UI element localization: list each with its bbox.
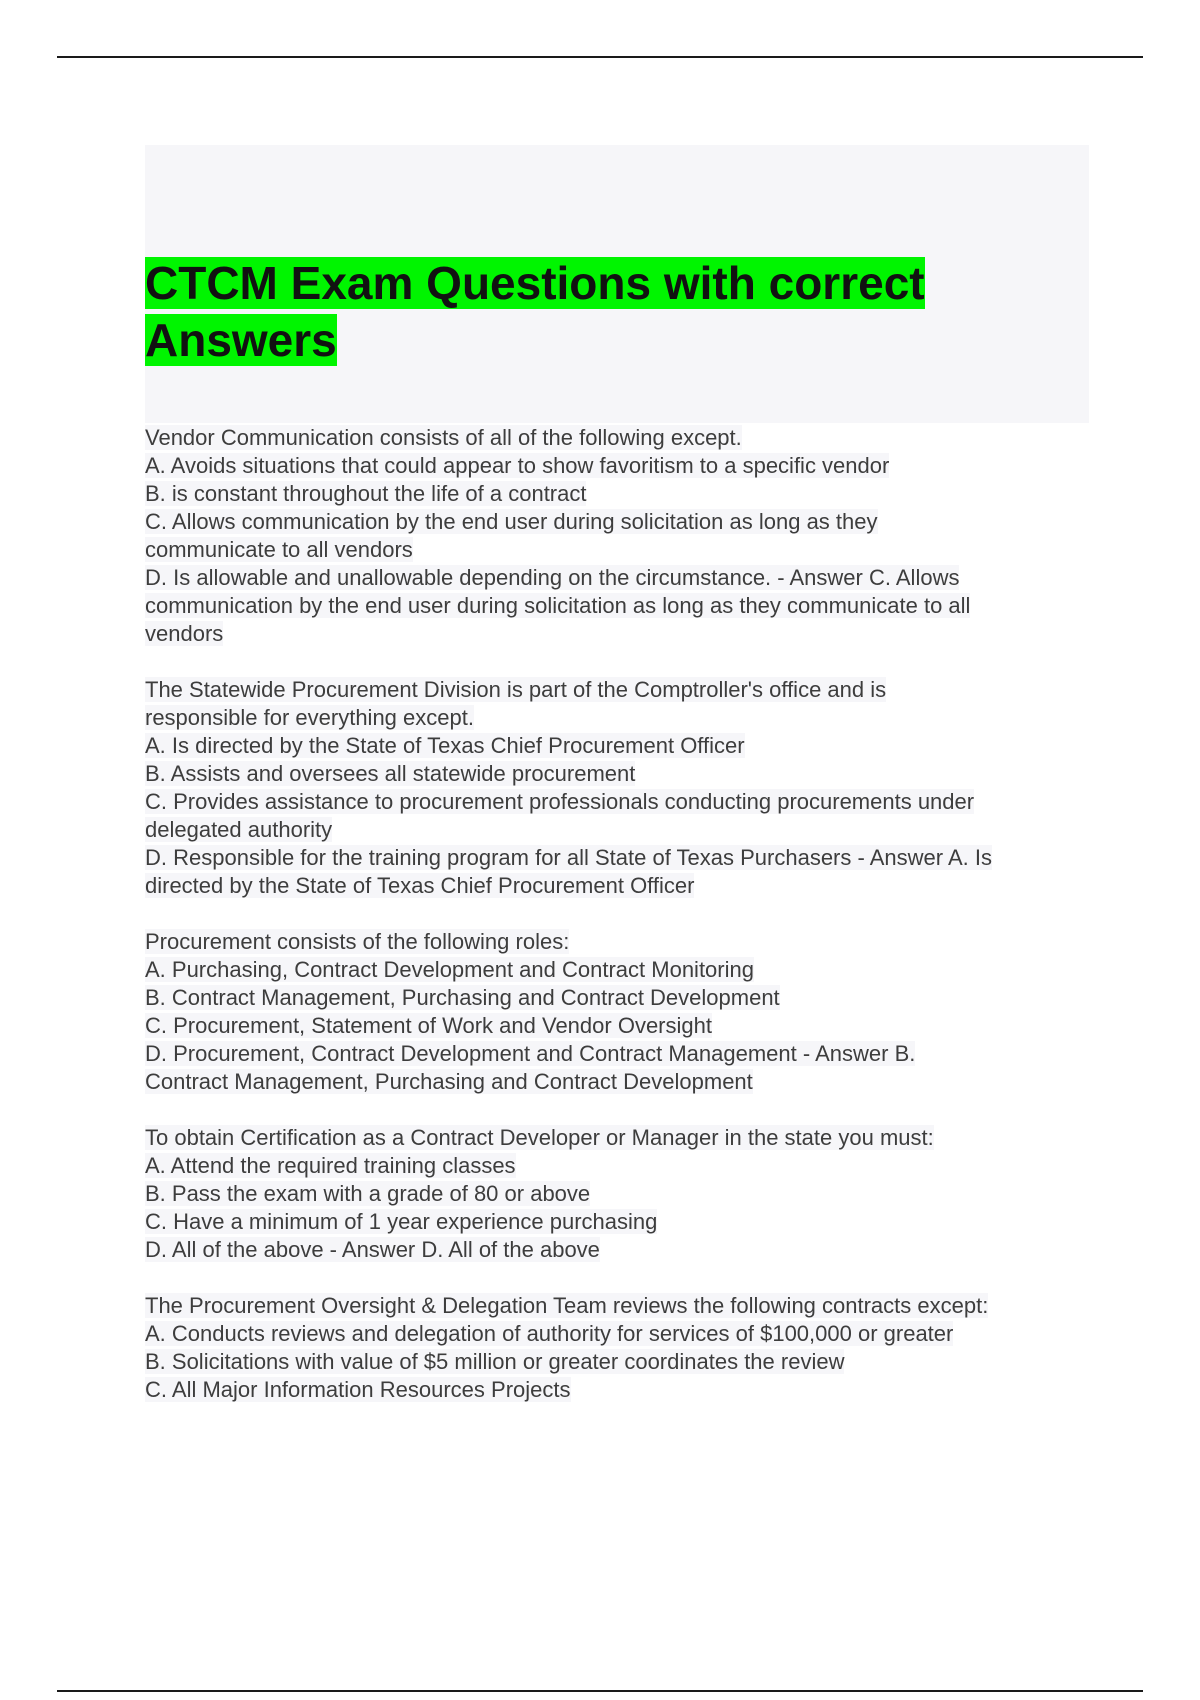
text-line: B. is constant throughout the life of a contract	[145, 481, 587, 506]
text-line: A. Conducts reviews and delegation of authority for services of $100,000 or greater	[145, 1321, 954, 1346]
text-line: D. Procurement, Contract Development and Contract Management - Answer B.	[145, 1041, 916, 1066]
text-line: B. Contract Management, Purchasing and Contract Development	[145, 985, 780, 1010]
text-line: B. Assists and oversees all statewide procurement	[145, 761, 636, 786]
text-line: communication by the end user during solicitation as long as they communicate to all	[145, 593, 971, 618]
text-line: A. Attend the required training classes	[145, 1153, 516, 1178]
text-line: Contract Management, Purchasing and Contract Development	[145, 1069, 753, 1094]
text-line: responsible for everything except.	[145, 705, 474, 730]
text-line: delegated authority	[145, 817, 333, 842]
text-line: C. Have a minimum of 1 year experience purchasing	[145, 1209, 658, 1234]
title-highlight: CTCM Exam Questions with correct Answers	[145, 257, 925, 366]
text-line: C. Procurement, Statement of Work and Vendor Oversight	[145, 1013, 712, 1038]
footer-rule	[57, 1690, 1143, 1692]
question-list	[145, 424, 1095, 1432]
text-line: D. All of the above - Answer D. All of the above	[145, 1237, 600, 1262]
text-line: Vendor Communication consists of all of the following except.	[145, 425, 742, 450]
question-block-4	[145, 1124, 1095, 1264]
question-block-5	[145, 1292, 1095, 1404]
text-line: D. Is allowable and unallowable depending on the circumstance. - Answer C. Allows	[145, 565, 960, 590]
text-line: A. Is directed by the State of Texas Chief Procurement Officer	[145, 733, 745, 758]
question-block-2	[145, 676, 1095, 900]
text-line: A. Purchasing, Contract Development and Contract Monitoring	[145, 957, 754, 982]
text-line: D. Responsible for the training program for all State of Texas Purchasers - Answer A. Is	[145, 845, 992, 870]
page-title	[145, 255, 1025, 369]
text-line: Procurement consists of the following roles:	[145, 929, 570, 954]
question-block-1	[145, 424, 1095, 648]
text-line: The Procurement Oversight & Delegation Team reviews the following contracts except:	[145, 1293, 989, 1318]
text-line: directed by the State of Texas Chief Procurement Officer	[145, 873, 695, 898]
text-line: B. Pass the exam with a grade of 80 or above	[145, 1181, 591, 1206]
text-line: communicate to all vendors	[145, 537, 413, 562]
text-line: B. Solicitations with value of $5 million or greater coordinates the review	[145, 1349, 845, 1374]
text-line: To obtain Certification as a Contract Developer or Manager in the state you must:	[145, 1125, 934, 1150]
question-block-3	[145, 928, 1095, 1096]
text-line: C. Allows communication by the end user during solicitation as long as they	[145, 509, 878, 534]
text-line: The Statewide Procurement Division is part of the Comptroller's office and is	[145, 677, 887, 702]
text-line: C. All Major Information Resources Projects	[145, 1377, 571, 1402]
header-rule	[57, 56, 1143, 58]
text-line: C. Provides assistance to procurement professionals conducting procurements under	[145, 789, 975, 814]
text-line: vendors	[145, 621, 224, 646]
text-line: A. Avoids situations that could appear to show favoritism to a specific vendor	[145, 453, 890, 478]
